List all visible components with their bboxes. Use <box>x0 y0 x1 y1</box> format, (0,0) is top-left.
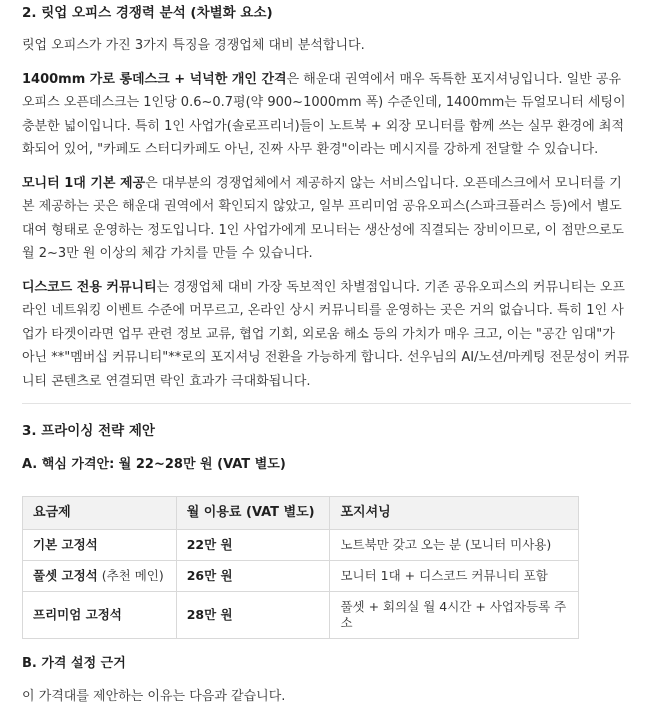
column-header-price: 월 이용료 (VAT 별도) <box>176 497 330 530</box>
point-paragraph-community <box>22 276 631 394</box>
section-3-title: 3. 프라이싱 전략 제안 <box>22 423 155 439</box>
point-desk-heading: 1400mm 가로 롱데스크 + 넉넉한 개인 간격 <box>22 71 287 87</box>
section-2-title: 2. 릿업 오피스 경쟁력 분석 (차별화 요소) <box>22 5 273 21</box>
point-monitor-heading: 모니터 1대 기본 제공 <box>22 175 146 191</box>
pricing-subheading-b: B. 가격 설정 근거 <box>22 656 126 671</box>
price-value: 26만 원 <box>186 568 233 583</box>
plan-cell <box>23 561 177 592</box>
point-community-text: 는 경쟁업체 대비 가장 독보적인 차별점입니다. 기존 공유오피스의 커뮤니티는 오프라인 네트워킹 이벤트 수준에 머무르고, 온라인 상시 커뮤니티를 운영하는 곳은 거의 없습니다. 특히 1인 사업가 타겟이라면 업무 관련 정보 교류, 협업 기회, 외로움 해소 등의 가치가 매우 크고, 이는 "공간 임대"가 아닌 **"멤버십 커뮤니티"**로의 포지셔닝 전환을 가능하게 합니다. 선우님의 AI/노션/마케팅 전문성이 커뮤니티 콘텐츠로 연결되면 락인 효과가 극대화됩니다. <box>22 279 630 389</box>
plan-name: 프리미엄 고정석 <box>33 607 122 622</box>
column-header-positioning: 포지셔닝 <box>330 497 579 530</box>
table-row <box>23 592 579 639</box>
column-header-plan: 요금제 <box>23 497 177 530</box>
section-2-intro: 릿업 오피스가 가진 3가지 특징을 경쟁업체 대비 분석합니다. <box>22 38 365 53</box>
plan-cell <box>23 592 177 639</box>
point-desk-text: 은 해운대 권역에서 매우 독특한 포지셔닝입니다. 일반 공유오피스 오픈데스크는 1인당 0.6~0.7평(약 900~1000mm 폭) 수준인데, 1400mm는 듀얼모니터 세팅이 충분한 넓이입니다. 특히 1인 사업가(솔로프리너)들이 노트북 + 외장 모니터를 함께 쓰는 실무 환경에 최적화되어 있어, "카페도 스터디카페도 아닌, 진짜 사무 환경"이라는 메시지를 강하게 전달할 수 있습니다. <box>22 71 626 157</box>
price-value: 22만 원 <box>186 537 233 552</box>
point-monitor-text: 은 대부분의 경쟁업체에서 제공하지 않는 서비스입니다. 오픈데스크에서 모니터를 기본 제공하는 곳은 해운대 권역에서 확인되지 않았고, 일부 프리미엄 공유오피스(스파크플러스 등)에서 별도 대여 형태로 운영하는 정도입니다. 1인 사업가에게 모니터는 생산성에 직결되는 장비이므로, 이 점만으로도 월 2~3만 원 이상의 체감 가치를 만들 수 있습니다. <box>22 175 624 261</box>
table-row <box>23 561 579 592</box>
plan-name: 기본 고정석 <box>33 537 98 552</box>
positioning-cell: 풀셋 + 회의실 월 4시간 + 사업자등록 주소 <box>330 592 579 639</box>
point-community-heading: 디스코드 전용 커뮤니티 <box>22 279 157 295</box>
point-paragraph-monitor <box>22 172 631 266</box>
price-cell <box>176 561 330 592</box>
positioning-cell: 노트북만 갖고 오는 분 (모니터 미사용) <box>330 530 579 561</box>
pricing-subheading-a: A. 핵심 가격안: 월 22~28만 원 (VAT 별도) <box>22 457 286 472</box>
pricing-table <box>22 496 579 639</box>
plan-name: 풀셋 고정석 <box>33 568 98 583</box>
plan-cell <box>23 530 177 561</box>
positioning-cell: 모니터 1대 + 디스코드 커뮤니티 포함 <box>330 561 579 592</box>
section-divider <box>22 403 631 404</box>
price-cell <box>176 530 330 561</box>
price-value: 28만 원 <box>186 607 233 622</box>
table-header-row <box>23 497 579 530</box>
plan-note: (추천 메인) <box>97 568 164 583</box>
table-row <box>23 530 579 561</box>
pricing-rationale-intro: 이 가격대를 제안하는 이유는 다음과 같습니다. <box>22 689 286 704</box>
point-paragraph-desk <box>22 68 631 162</box>
price-cell <box>176 592 330 639</box>
